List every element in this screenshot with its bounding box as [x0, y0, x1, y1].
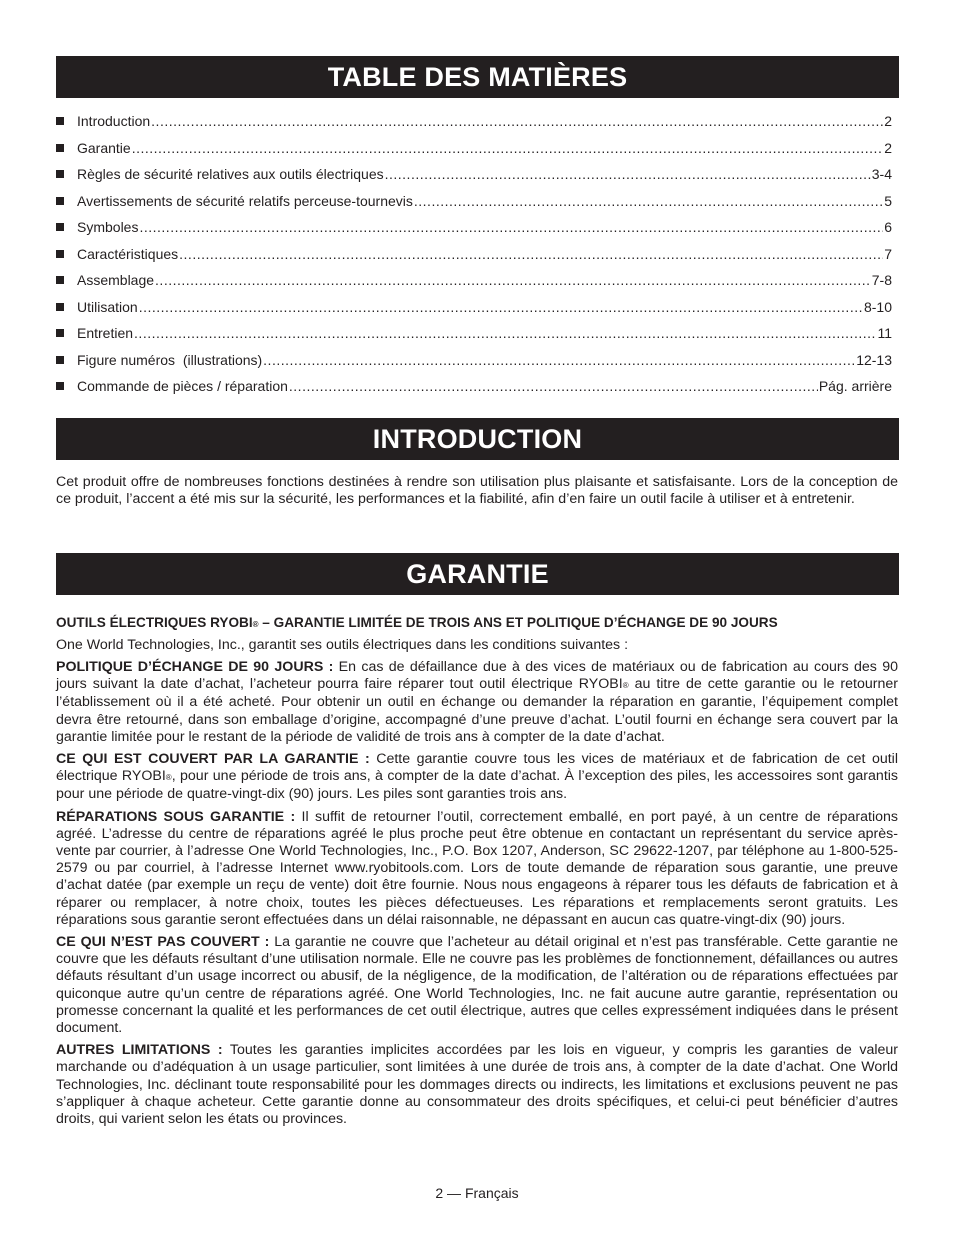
warranty-coverage [56, 751, 898, 804]
paragraph-text: Cette garantie couvre tous les vices de matériaux et de fabrication de cet outil électrique RYOBI [56, 751, 898, 785]
toc-entry[interactable] [56, 377, 892, 404]
toc-entry-page: 5 [884, 192, 892, 209]
warranty-repairs [56, 809, 898, 929]
toc-entry-page: 3-4 [871, 166, 892, 182]
warranty-body [56, 659, 898, 1133]
dot-leader [385, 165, 871, 183]
toc-entry[interactable] [56, 324, 892, 351]
dot-leader [151, 112, 883, 130]
paragraph-text: Il suffit de retourner l’outil, correctement emballé, en port payé, à un centre de réparations agréé. L’adresse du centre de réparations agréé le plus proche peut être obtenue en contactant un représentant du service après-vente par courrier, à l’adresse One World Technologies, Inc., P.O. Box 1207, Anderson, SC 29622-1207, par téléphone au 1-800-525-2579 ou par courriel, à l’adresse Internet www.ryobitools.com. Lors de toute demande de réparation sous garantie, une preuve d’achat datée (par exemple un reçu de vente) doit être fournie. Nous nous engageons à réparer tous les défauts de fabrication et à réparer ou remplacer, à notre choix, toutes les pièces défectueuses. Les réparations et remplacements seront gratuits. Les réparations sous garantie seront effectuées dans un délai raisonnable, ne dépassant en aucun cas quatre-vingt-dix (90) jours. [56, 808, 899, 928]
paragraph-label: POLITIQUE D’ÉCHANGE DE 90 JOURS : [56, 659, 334, 675]
dot-leader [414, 192, 883, 210]
toc-entry-label: Garantie [77, 139, 131, 156]
square-bullet-icon [56, 144, 64, 152]
toc-entry-page: 7 [884, 245, 892, 262]
toc-entry-label: Règles de sécurité relatives aux outils électriques [77, 166, 384, 182]
square-bullet-icon [56, 382, 64, 390]
toc-entry-page: Pág. arrière [818, 378, 892, 394]
registered-mark: ® [252, 620, 259, 629]
toc-entry[interactable] [56, 298, 892, 325]
square-bullet-icon [56, 117, 64, 125]
toc-entry[interactable] [56, 112, 892, 139]
dot-leader [289, 377, 818, 395]
introduction-title-banner: INTRODUCTION [56, 418, 899, 460]
registered-mark: ® [165, 773, 172, 783]
dot-leader [139, 298, 863, 316]
dot-leader [134, 324, 876, 342]
paragraph-text: En cas de défaillance due à des vices de matériaux ou de fabrication au cours des 90 jours suivant la date d’achat, l’acheteur pourra faire réparer tout outil électrique RYOBI [56, 659, 898, 693]
toc-entry-label: Entretien [77, 325, 134, 341]
warranty-title-banner: GARANTIE [56, 553, 899, 595]
warranty-heading-part2: – GARANTIE LIMITÉE DE TROIS ANS ET POLITIQUE D’ÉCHANGE DE 90 JOURS [258, 615, 778, 630]
paragraph-label: CE QUI EST COUVERT PAR LA GARANTIE : [56, 751, 370, 768]
toc-entry-label: Caractéristiques [77, 245, 179, 262]
square-bullet-icon [56, 223, 64, 231]
toc-entry-page: 7-8 [871, 272, 892, 288]
toc-entry-page: 12-13 [856, 351, 892, 368]
toc-entry[interactable] [56, 218, 892, 245]
square-bullet-icon [56, 276, 64, 284]
toc-entry-page: 11 [877, 325, 892, 341]
paragraph-text: La garantie ne couvre que l’acheteur au détail original et n’est pas transférable. Cette garantie ne couvre que les défauts résultant d’une utilisation normale. Elle ne couvre pas les problèmes de fonctionnement, défaillances ou autres défauts résultant d’un usage incorrect ou abusif, de la négligence, de la modification, de l’altération ou de réparations effectuées par quiconque autre qu’un centre de réparations agréé. One World Technologies, Inc. ne fait aucune autre garantie, représentation ou promesse concernant la qualité et les performances de cet outil électrique, autres que celles expressément indiquées dans le présent document. [56, 934, 899, 1037]
toc-entry[interactable] [56, 271, 892, 298]
toc-entry[interactable] [56, 351, 892, 378]
paragraph-text: Toutes les garanties implicites accordées par les lois en vigueur, y compris les garanties de valeur marchande ou d’adéquation à un usage particulier, sont limitées à une durée de trois ans, à compter de la date d’achat. One World Technologies, Inc. déclinant toute responsabilité pour les dommages directs ou indirects, les limitations et exclusions peuvent ne pas s’appliquer à chaque acheteur. Cette garantie donne au consommateur des droits spécifiques, et celui-ci peut bénéficier d’autres droits, qui varient selon les états ou provinces. [56, 1042, 898, 1128]
toc-entry-page: 2 [884, 139, 892, 156]
dot-leader [155, 271, 871, 289]
warranty-heading [56, 615, 778, 630]
page-footer: 2 — Français [435, 1185, 519, 1201]
toc-entry[interactable] [56, 192, 892, 219]
warranty-other-limitations [56, 1042, 898, 1128]
toc-entry[interactable] [56, 139, 892, 166]
toc-entry-label: Figure numéros (illustrations) [77, 351, 263, 368]
square-bullet-icon [56, 197, 64, 205]
paragraph-label: CE QUI N’EST PAS COUVERT : [56, 934, 270, 951]
toc-entry-page: 6 [884, 219, 892, 235]
square-bullet-icon [56, 329, 64, 337]
toc-entry-label: Assemblage [77, 272, 155, 288]
toc-entry-label: Avertissements de sécurité relatifs perceuse-tournevis [77, 192, 413, 209]
square-bullet-icon [56, 303, 64, 311]
paragraph-label: AUTRES LIMITATIONS : [56, 1042, 223, 1059]
square-bullet-icon [56, 170, 64, 178]
toc-entry[interactable] [56, 245, 892, 272]
toc-entry-label: Introduction [77, 113, 151, 129]
warranty-heading-part1: OUTILS ÉLECTRIQUES RYOBI [56, 615, 253, 630]
introduction-paragraph: Cet produit offre de nombreuses fonctions destinées à rendre son utilisation plus plaisante et satisfaisante. Lors de la conception de ce produit, l’accent a été mis sur la sécurité, les performances et la fiabilité, afin d’en faire un outil facile à utiliser et à entretenir. [56, 474, 898, 508]
warranty-exclusions [56, 934, 898, 1037]
dot-leader [132, 139, 884, 157]
toc-entry-label: Commande de pièces / réparation [77, 378, 288, 394]
warranty-exchange-policy [56, 659, 898, 746]
paragraph-text: , pour une période de trois ans, à compter de la date d’achat. À l’exception des piles, les accessoires sont garantis pour une période de quatre-vingt-dix (90) jours. Les piles sont garanties trois ans. [56, 768, 899, 803]
table-of-contents [56, 112, 892, 404]
toc-entry[interactable] [56, 165, 892, 192]
toc-entry-label: Symboles [77, 219, 139, 235]
dot-leader [179, 245, 883, 263]
registered-mark: ® [622, 681, 629, 691]
toc-entry-page: 2 [884, 113, 892, 129]
paragraph-label: RÉPARATIONS SOUS GARANTIE : [56, 808, 296, 825]
dot-leader [263, 351, 855, 369]
paragraph-text: au titre de cette garantie ou le retourner l’établissement où il a été acheté. Pour obtenir un outil en échange ou demander la réparation en garantie, l’équipement complet devra être retourné, dans son emballage d’origine, accompagné d’une preuve d’achat. L’outil fourni en échange sera couvert par la garantie limitée pour le restant de la période de validité de trois ans à compter de la date d’achat. [56, 676, 899, 745]
toc-entry-page: 8-10 [863, 298, 892, 315]
square-bullet-icon [56, 250, 64, 258]
warranty-lead-paragraph: One World Technologies, Inc., garantit ses outils électriques dans les conditions suivantes : [56, 637, 629, 653]
square-bullet-icon [56, 356, 64, 364]
dot-leader [139, 218, 883, 236]
toc-entry-label: Utilisation [77, 298, 138, 315]
toc-title-banner: TABLE DES MATIÈRES [56, 56, 899, 98]
